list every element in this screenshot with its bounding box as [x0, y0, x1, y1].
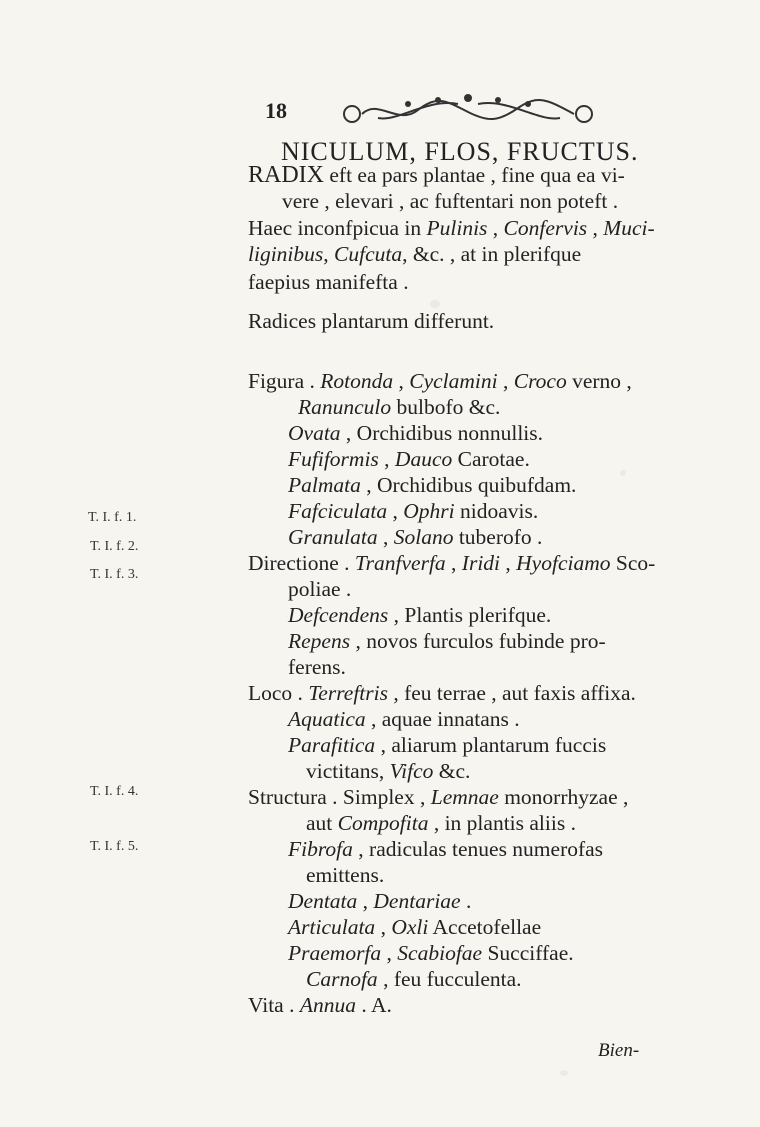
text-run: Hyofciamo	[516, 551, 611, 575]
text-run: , &c. , at in plerifque	[402, 242, 582, 266]
intro-line	[248, 216, 655, 241]
entry-line	[288, 603, 551, 628]
text-run: Sco-	[610, 551, 656, 575]
text-run: monorrhyzae ,	[498, 785, 629, 809]
text-run: nidoavis.	[454, 499, 539, 523]
intro-line	[282, 189, 618, 214]
text-run: Fibrofa	[288, 837, 353, 861]
entry-line	[288, 525, 542, 550]
text-run: , aquae innatans .	[365, 707, 520, 731]
text-run: , feu fucculenta.	[377, 967, 522, 991]
text-run: Fufiformis	[288, 447, 379, 471]
text-run: victitans,	[306, 759, 390, 783]
text-run: , Plantis plerifque.	[388, 603, 552, 627]
decorative-ornament	[338, 92, 598, 128]
text-run: Vita .	[248, 993, 300, 1017]
text-run: ,	[381, 941, 398, 965]
entry-line	[288, 655, 346, 680]
text-run: vere , elevari , ac fuftentari non poteft .	[282, 189, 619, 213]
text-run: , Orchidibus quibufdam.	[360, 473, 577, 497]
entry-line	[288, 421, 543, 446]
text-run: Iridi	[461, 551, 501, 575]
entry-line	[288, 915, 541, 940]
text-run: , radiculas tenues numerofas	[352, 837, 604, 861]
intro-line	[248, 162, 625, 189]
text-run: ,	[393, 369, 410, 393]
margin-note: T. I. f. 3.	[90, 567, 139, 582]
section-heading: Radices plantarum differunt.	[248, 309, 495, 333]
text-run: Palmata	[288, 473, 361, 497]
margin-note: T. I. f. 2.	[90, 539, 139, 554]
margin-note: T. I. f. 1.	[88, 510, 137, 525]
text-run: ,	[375, 915, 392, 939]
text-run: Vifco	[389, 759, 434, 783]
text-run: ,	[497, 369, 514, 393]
text-run: ,	[445, 551, 462, 575]
text-run: Cyclamini	[409, 369, 498, 393]
text-run: Rotonda	[320, 369, 394, 393]
text-run: &c.	[433, 759, 471, 783]
text-run: Structura . Simplex ,	[248, 785, 431, 809]
text-run: Articulata	[288, 915, 376, 939]
intro-line	[248, 242, 581, 267]
text-run: , in plantis aliis .	[428, 811, 576, 835]
text-run: . A.	[356, 993, 392, 1017]
entry-line	[288, 707, 520, 732]
text-run: poliae .	[288, 577, 352, 601]
text-run: Cufcuta	[334, 242, 403, 266]
entry-line	[288, 499, 538, 524]
text-run: faepius manifefta .	[248, 270, 409, 294]
text-run: Carotae.	[452, 447, 530, 471]
entry-line	[288, 941, 574, 966]
text-run: Muci-	[603, 216, 655, 240]
text-run: Loco .	[248, 681, 309, 705]
text-run: .	[460, 889, 472, 913]
text-run: Lemnae	[430, 785, 499, 809]
text-run: Accetofellae	[428, 915, 542, 939]
text-run: ,	[387, 499, 404, 523]
entry-line	[248, 369, 632, 394]
catchword: Bien-	[598, 1040, 640, 1061]
text-run: aut	[306, 811, 338, 835]
text-run: bulbofo &c.	[391, 395, 501, 419]
entry-line	[248, 785, 628, 810]
entry-line	[288, 733, 606, 758]
entry-line	[298, 395, 500, 420]
entry-line	[306, 863, 384, 888]
text-run: Tranfverfa	[354, 551, 446, 575]
text-run: Pulinis	[426, 216, 488, 240]
page-number: 18	[265, 98, 287, 123]
text-run: Ovata	[288, 421, 341, 445]
entry-line	[288, 473, 576, 498]
text-run: , Orchidibus nonnullis.	[340, 421, 544, 445]
text-run: , novos furculos fubinde pro-	[350, 629, 606, 653]
entry-line	[306, 759, 470, 784]
text-run: ,	[357, 889, 374, 913]
text-run: Fafciculata	[288, 499, 388, 523]
text-run: ,	[323, 242, 335, 266]
text-run: RADIX	[248, 162, 324, 188]
entry-line	[248, 681, 636, 706]
text-run: Defcendens	[288, 603, 389, 627]
text-run: Oxli	[391, 915, 429, 939]
intro-line	[248, 270, 409, 295]
text-run: ,	[500, 551, 517, 575]
text-run: Haec inconfpicua in	[248, 216, 427, 240]
text-run: ,	[487, 216, 504, 240]
text-run: Ophri	[403, 499, 455, 523]
text-run: Compofita	[337, 811, 429, 835]
text-run: ,	[587, 216, 604, 240]
text-run: Ranunculo	[298, 395, 392, 419]
text-run: liginibus	[248, 242, 324, 266]
text-run: ,	[378, 447, 395, 471]
text-run: Solano	[393, 525, 454, 549]
entry-line	[288, 629, 606, 654]
text-run: Succiffae.	[482, 941, 574, 965]
entry-line	[288, 889, 471, 914]
text-run: Carnofa	[306, 967, 378, 991]
text-run: emittens.	[306, 863, 385, 887]
text-run: Directione .	[248, 551, 355, 575]
entry-line	[248, 551, 655, 576]
text-run: Scabiofae	[397, 941, 483, 965]
text-run: Dentata	[288, 889, 358, 913]
text-run: Croco	[513, 369, 567, 393]
entry-line	[288, 577, 351, 602]
entry-line	[306, 811, 576, 836]
entry-line	[306, 967, 522, 992]
text-run: Terreftris	[308, 681, 388, 705]
text-run: eft ea pars plantae , fine qua ea vi-	[324, 163, 625, 187]
entry-line	[288, 837, 603, 862]
text-run: ,	[377, 525, 394, 549]
text-run: , feu terrae , aut faxis affixa.	[387, 681, 636, 705]
text-run: verno ,	[566, 369, 632, 393]
text-run: Aquatica	[288, 707, 366, 731]
text-run: ferens.	[288, 655, 346, 679]
text-run: Granulata	[288, 525, 378, 549]
text-run: Parafitica	[288, 733, 376, 757]
text-run: Repens	[288, 629, 351, 653]
text-run: Dentariae	[373, 889, 461, 913]
text-run: , aliarum plantarum fuccis	[375, 733, 607, 757]
text-run: Figura .	[248, 369, 321, 393]
margin-note: T. I. f. 5.	[90, 839, 139, 854]
text-run: Confervis	[503, 216, 588, 240]
entry-line	[248, 993, 392, 1018]
margin-note: T. I. f. 4.	[90, 784, 139, 799]
text-run: Dauco	[394, 447, 453, 471]
entry-line	[288, 447, 530, 472]
text-run: tuberofo .	[453, 525, 543, 549]
page-title: NICULUM, FLOS, FRUCTUS.	[281, 137, 639, 166]
text-run: Praemorfa	[288, 941, 382, 965]
text-run: Annua	[299, 993, 356, 1017]
